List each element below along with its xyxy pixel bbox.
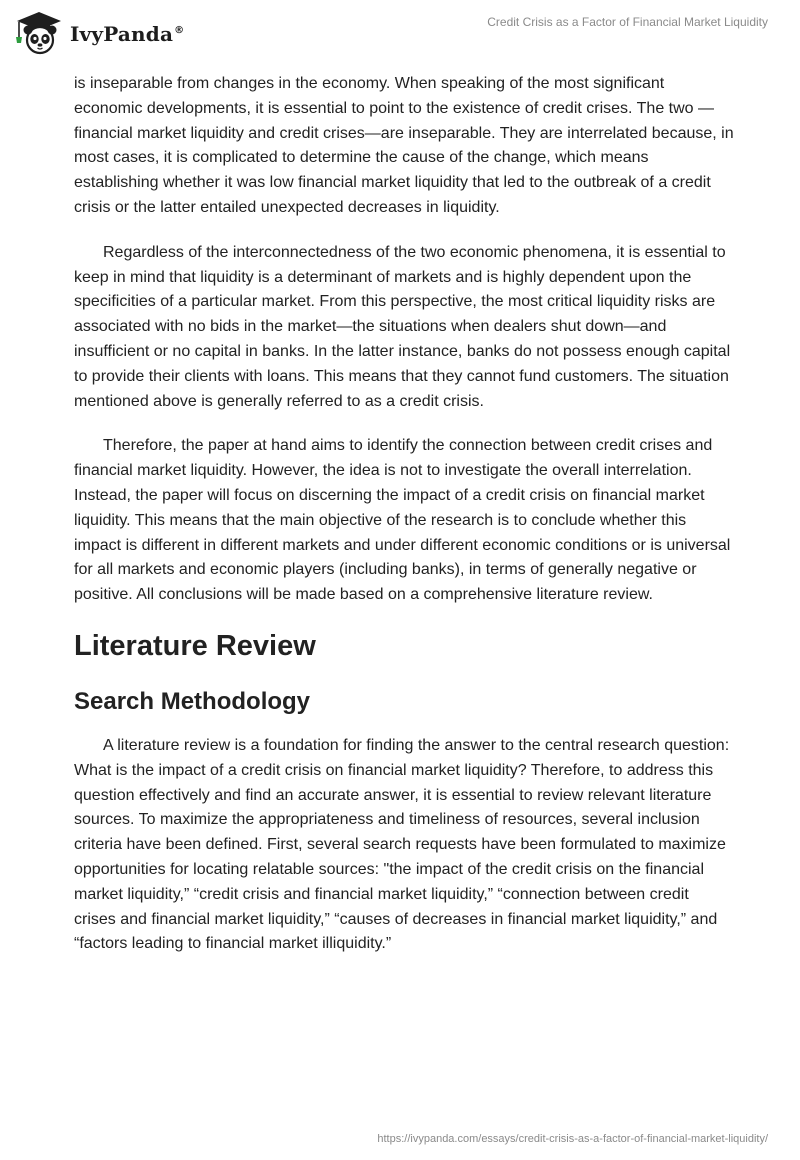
heading-search-methodology: Search Methodology: [74, 687, 311, 715]
paragraph-research-aim: Therefore, the paper at hand aims to identify the connection between credit crises and financial market liquidity. However, the idea is not to investigate the overall interrelation. Instead, the paper will focus on discerning the impact of a credit crisis on financial market liquidity. This means that the main objective of the research is to conclude whether this impact is different in different markets and under different economic conditions or is universal for all markets and economic players (including banks), in terms of generally negative or positive. All conclusions will be made based on a comprehensive literature review.: [74, 437, 731, 604]
source-url[interactable]: https://ivypanda.com/essays/credit-crisis-as-a-factor-of-financial-market-liquidity/: [377, 1133, 768, 1145]
document-title: Credit Crisis as a Factor of Financial Market Liquidity: [487, 15, 768, 29]
registered-mark: ®: [174, 25, 185, 37]
paragraph-search-methodology: A literature review is a foundation for finding the answer to the central research question: What is the impact of a credit crisis on financial market liquidity? Therefore, to address this question effectively and find an accurate answer, it is essential to review relevant literature sources. To maximize the appropriateness and timeliness of resources, several inclusion criteria have been defined. First, several search requests have been formulated to maximize opportunities for locating relatable sources: "the impact of the credit crisis on the financial market liquidity,” “credit crisis and financial market liquidity,” “connection between credit crises and financial market liquidity,” “causes of decreases in financial market liquidity,” and “factors leading to financial market illiquidity.”: [74, 736, 730, 953]
brand-name-text: IvyPanda: [70, 22, 174, 46]
page-header: [0, 0, 800, 70]
paragraph-intro-continued: is inseparable from changes in the economy. When speaking of the most significant economic developments, it is essential to point to the existence of credit crises. The two —financial market liquidity and credit crises—are inseparable. They are interrelated because, in most cases, it is complicated to determine the cause of the change, which means establishing whether it was low financial market liquidity that led to the outbreak of a credit crisis or the latter entailed unexpected decreases in liquidity.: [74, 75, 734, 216]
heading-literature-review: Literature Review: [74, 629, 316, 662]
paragraph-interconnectedness: Regardless of the interconnectedness of the two economic phenomena, it is essential to keep in mind that liquidity is a determinant of markets and is highly dependent upon the specificities of a particular market. From this perspective, the most critical liquidity risks are associated with no bids in the market—the situations when dealers shut down—and insufficient or no capital in banks. In the latter instance, banks do not possess enough capital to provide their clients with loans. This means that they cannot fund customers. The situation mentioned above is generally referred to as a credit crisis.: [74, 243, 731, 410]
brand-logo[interactable]: [14, 8, 184, 58]
panda-graduate-icon: [14, 10, 64, 56]
brand-name: [70, 22, 184, 46]
essay-content: [74, 72, 734, 977]
